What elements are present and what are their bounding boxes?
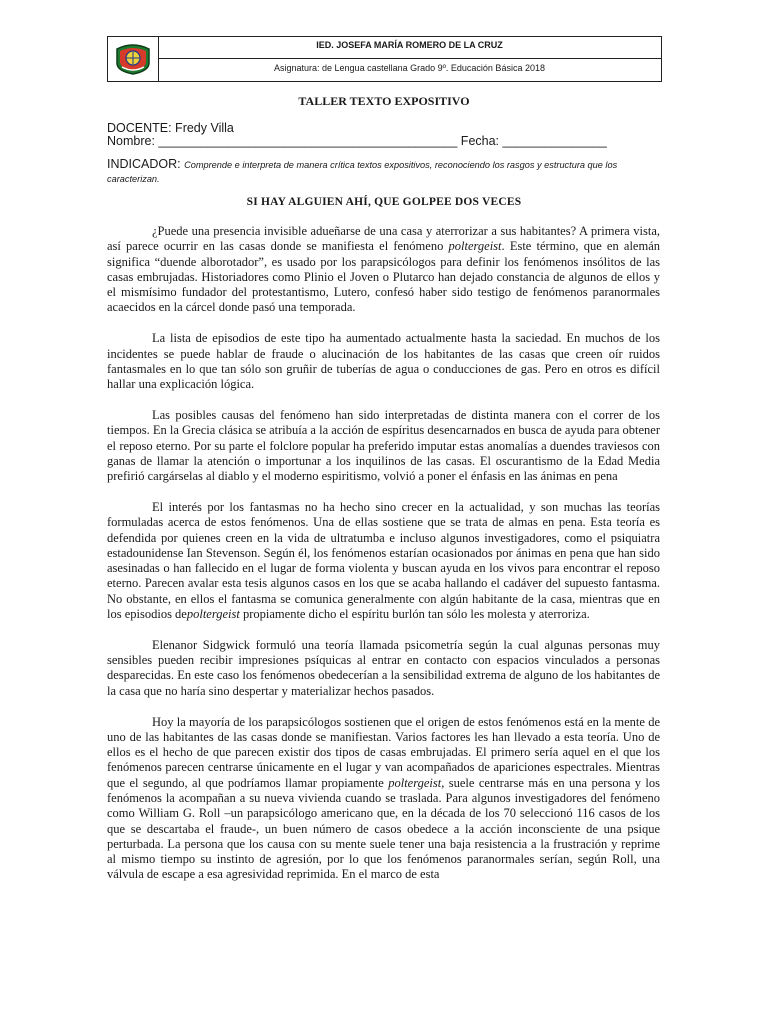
indicator-text: Comprende e interpreta de manera crítica textos expositivos, reconociendo los rasgos y estructura que los caracterizan. [107, 160, 618, 184]
logo-cell [108, 37, 159, 81]
article-title: SI HAY ALGUIEN AHÍ, QUE GOLPEE DOS VECES [246, 196, 522, 208]
school-crest-icon [114, 43, 152, 75]
header-box [107, 36, 662, 82]
article-body [107, 224, 660, 898]
paragraph: Elenanor Sidgwick formuló una teoría llamada psicometría según la cual algunas personas muy sensibles pueden recibir impresiones psíquicas al entrar en contacto con espacios vinculados a personas desparecidas. En este caso los fenómenos obedecerían a la sensibilidad extrema de alguno de los habitantes de la casa que no haría sino despertar y materializar hechos pasados. [107, 637, 660, 698]
name-date-line: Nombre: ___________________________________________ Fecha: _______________ [107, 134, 607, 148]
teacher-line: DOCENTE: Fredy Villa [107, 121, 234, 135]
paragraph: ¿Puede una presencia invisible adueñarse de una casa y aterrorizar a sus habitantes? A primera vista, así parece ocurrir en las casas donde se manifiesta el fenómeno poltergeist. Este término, que en alemán significa “duende alborotador”, es usado por los parapsicólogos para definir los fenómenos insólitos de las casas embrujadas. Historiadores como Plinio el Joven o Plutarco han dejado constancia de algunos de ellos y el mismísimo fundador del protestantismo, Lutero, confesó haber sido testigo de fenómenos paranormales acaecidos en la cárcel donde pasó una temporada. [107, 224, 660, 315]
worksheet-title: TALLER TEXTO EXPOSITIVO [298, 94, 470, 108]
indicator [107, 158, 660, 186]
paragraph: El interés por los fantasmas no ha hecho sino crecer en la actualidad, y son muchas las teorías formuladas acerca de estos fenómenos. Una de ellas sostiene que se trata de almas en pena. Esta teoría es defendida por quienes creen en la vida de ultratumba e incluso algunos investigadores, como el psiquiatra estadounidense Ian Stevenson. Según él, los fenómenos estarían ocasionados por ánimas en pena que han sido asesinadas o han fallecido en el lugar de forma violenta y buscan ayuda en los vivos para encontrar el reposo eterno. Parecen avalar esta tesis algunos casos en los que se acaba hallando el cadáver del supuesto fantasma. No obstante, en ellos el fantasma se comunica generalmente con algún habitante de la casa, mientras que en los episodios depoltergeist propiamente dicho el espíritu burlón tan sólo les molesta y aterroriza. [107, 499, 660, 622]
subject-line: Asignatura: de Lengua castellana Grado 9º. Educación Básica 2018 [274, 63, 545, 73]
school-name: IED. JOSEFA MARÍA ROMERO DE LA CRUZ [316, 40, 503, 50]
header-divider [158, 58, 661, 59]
indicator-label: INDICADOR: [107, 157, 181, 171]
paragraph: La lista de episodios de este tipo ha aumentado actualmente hasta la saciedad. En muchos de los incidentes se puede hablar de fraude o alucinación de los habitantes de las casas que creen oír ruidos fantasmales en lo que tan sólo son gruñir de tuberías de agua o conducciones de gas. Pero en otros es difícil hallar una explicación lógica. [107, 331, 660, 392]
paragraph: Hoy la mayoría de los parapsicólogos sostienen que el origen de estos fenómenos está en la mente de uno de las habitantes de las casas donde se manifiestan. Varios factores les han llevado a esta teoría. Uno de ellos es el hecho de que parecen existir dos tipos de casas embrujadas. El primero sería aquel en el que los fenómenos parecen centrarse únicamente en el lugar y van acompañados de apariciones espectrales. Mientras que el segundo, al que podríamos llamar propiamente poltergeist, suele centrarse más en una persona y los fenómenos la acompañan a su nueva vivienda cuando se traslada. Para algunos investigadores del fenómeno como William G. Roll –un parapsicólogo americano que, en la década de los 70 seleccionó 116 casos de los que se descartaba el fraude-, un buen número de casos obedece a la acción inconsciente de una psique perturbada. La persona que los causa con su mente suele tener una baja resistencia a la frustración y reprime al mismo tiempo su instinto de agresión, por lo que los fenómenos paranormales serían, según Roll, una válvula de escape a esa agresividad reprimida. En el marco de esta [107, 714, 660, 882]
paragraph: Las posibles causas del fenómeno han sido interpretadas de distinta manera con el correr de los tiempos. En la Grecia clásica se atribuía a la acción de espíritus desencarnados en busca de ayuda para obtener el reposo eterno. Por su parte el folclore popular ha preferido imputar estas anomalías a duendes traviesos con ganas de llamar la atención o importunar a los inquilinos de las casas. El oscurantismo de la Edad Media prefirió cargárselas al diablo y el moderno espiritismo, volvió a poner el énfasis en las ánimas en pena [107, 407, 660, 484]
